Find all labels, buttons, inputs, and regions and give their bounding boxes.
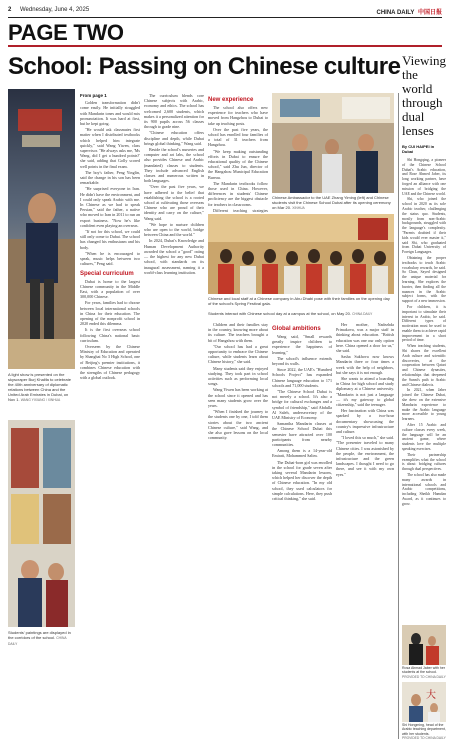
caption-campus xyxy=(208,311,394,319)
caption-paintings-credit: CHINA DAILY xyxy=(8,636,67,646)
caption-classroom-credit: XINHUA xyxy=(292,206,305,210)
paragraph: "We keep making outstanding efforts in Dubai to ensure the educational quality of the Chinese school," said Zhu Jun, director of the Hangzhou Municipal Education Bureau. xyxy=(208,148,268,180)
paragraph: Since 2022, the UAE's "Hundred Schools Project" has expanded Chinese language education to 171 schools and 71,000 students. xyxy=(272,367,332,388)
headline xyxy=(8,53,401,81)
caption-jaber-text: Rosa Ahmad Jaber with her students at the school. xyxy=(402,666,445,675)
photo-students-paintings xyxy=(8,420,75,627)
paragraph: Shi Hongqing, a pioneer of the Chinese School Dubai's Arabic education, and Rose Ahmed Jaber, its long working partner, have forged an alliance with one mission of bridging the UAE and the Chinese world. xyxy=(402,158,446,196)
subhead-special-curriculum: Special curriculum xyxy=(80,270,134,277)
paragraph: Over the past five years, the school has enrolled four families of a total of 31 teachers from Hangzhou. xyxy=(208,126,268,148)
caption-paintings xyxy=(8,630,75,650)
paragraph: In 2024, Dubai's Knowledge and Human Development Authority awarded the school a "good" rating — the highest for any new Dubai school, with standards on its inaugural assessment, naming it a world-class learning institution. xyxy=(144,238,204,275)
photo-boy-burj xyxy=(8,89,75,369)
paragraph: Wang Yiwen has been working at the school since it opened and has seen many students grow over the years. xyxy=(208,387,268,409)
story-column-6-text xyxy=(336,322,394,739)
paragraph: Overseen by the Chinese Ministry of Education and operated by Shanghai No 3 High School, one of Beijing's premier institutions, it combines Chinese education with the strengths of Chinese pedagogy with a global outlook. xyxy=(80,343,140,381)
paragraph: The school's influence extends beyond its walls. xyxy=(272,355,332,367)
paragraph: The school has also made many awards in international schools and Arabic competitions, including Sheikh Hamdan Award, as it continues to grow. xyxy=(402,473,447,506)
sidebar-divider xyxy=(398,93,399,739)
paragraph: Samantha Mandarin classes at the Chinese School Dubai this semester have attracted over 100 participants from nearby communities. xyxy=(272,421,332,448)
paragraph: "I loved this so much," she said. "The presenter traveled to many Chinese cities. I was astonished by the people, the environment, the infrastructure and the green landscapes. I thought I need to go there, and see it with my own eyes." xyxy=(336,435,394,477)
section-title: PAGE TWO xyxy=(8,20,124,45)
caption-classroom xyxy=(272,195,394,211)
sidebar-body xyxy=(402,158,447,506)
paragraph: "Chinese education offers discipline and depth, while Dubai brings global thinking," Wang said. xyxy=(144,130,204,146)
paragraph: She wants to attend a boarding in China for high school and study diplomacy at a Chinese university. "Mandarin is not just a language — it's my gateway to global citizenship," said the teenager. xyxy=(336,376,394,408)
paragraph: When teaching students, Shi shares the excellent Arab culture and scientific discoveries, at the cooperation between Qatari and Chinese dynasties, relationships that deepened the Sunni's path to Arabic and Chinese dialects. xyxy=(402,344,446,387)
caption-shi-text: Shi Hongming, head of the Arabic teaching department, with her students. xyxy=(402,723,446,736)
caption-shi xyxy=(402,723,446,743)
headline-part1: School: xyxy=(8,53,99,80)
headline-part2: Passing on Chinese culture xyxy=(98,53,401,80)
masthead xyxy=(377,7,442,16)
paragraph: Many students said they enjoyed studying. They took part in school activities such as performing local songs. xyxy=(208,365,268,387)
photo-teacher-shi xyxy=(402,682,446,722)
paragraph: Her mother, Nadezhda Primakova, was a major staff in thinking about education. "British education was one our only option here. China opened a door for us," she said. xyxy=(336,322,394,354)
paragraph: The school also offers new experience for teachers who have moved from Hangzhou to Dubai to take up teaching posts. xyxy=(208,105,268,126)
paragraph: "The Chinese School Dubai is not merely a school. It's also a bridge for cultural exchanges and a symbol of friendship," said Abdulla Al Saleh, undersecretary of the UAE Ministry of Economy. xyxy=(272,389,332,421)
paragraph: For years, families had to choose between local international schools in China for their education. The opening of the nonprofit school in 2020 ended this dilemma. xyxy=(80,300,140,327)
paragraph: Their partnership exemplifies what the school is about: bridging cultures through dual perspectives. xyxy=(402,452,446,472)
paragraph: The Mandarin textbooks follow those used in China. However, differences in students' Chinese proficiency are the biggest obstacle for teachers in classrooms. xyxy=(208,180,268,207)
paragraph: Her fascination with China was sparked by a two-hour documentary showcasing the country's impressive infrastructure and culture. xyxy=(336,408,394,435)
caption-boy-text: A light show is presented on the skyscraper Burj Khalifa to celebrate the 40th anniversary of diplomatic relations between China and the United Arab Emirates in Dubai, on Nov 1. xyxy=(8,372,71,402)
paragraph: Shi, who joined the school in 2020 as its sole Arabic teacher, challenging the status quo. Students, mostly from non-Arabic backgrounds, struggled with the language's complexity. "Parents doubted if their kids would ever master it," said Shi, who graduated from Dubai University of Foreign Languages. xyxy=(402,197,446,255)
paragraph: Golden transformation didn't come easily. He initially struggled with Mandarin tones and would mix pronunciation. It was hard at first, but he kept going. xyxy=(80,100,140,127)
paper-name: CHINA DAILY xyxy=(376,10,415,16)
paragraph: Children and their families stay in the country, knowing more about its culture. The teachers brought a bit of Hangzhou with them. xyxy=(208,322,268,343)
paragraph: The boy's father, Peng Yinglin, said the change in his son has been remarkable. xyxy=(80,169,140,186)
paragraph: After 15 Arabic and culture classes every week, the language will be an ancient game, where students love the multiple speaking exercises. xyxy=(402,423,446,452)
paragraph: "When I finished the journey to the students one by one, I told them stories about the two ancient Chinese culture," said Wang, and she also gave lessons on the local community. xyxy=(208,409,268,441)
paragraph: "If not for this school, we could still only come to Dubai. The school has changed his enthusiasm and his body. xyxy=(80,229,140,250)
calligraphy-mark: 大 xyxy=(426,690,436,701)
paragraph: "Over the past five years, we have adhered to the belief that establishing the school is a rooted school at cultivating those overseas Chinese who are proud of their identity and carry on the culture," Wang said. xyxy=(144,184,204,221)
paragraph: Wang said, "Small rewards greatly inspire children to experience the happiness of learning." xyxy=(272,334,332,355)
page-number: 2 xyxy=(8,7,12,13)
paragraph: Among them is a 14-year-old Emirati, Mohammed Salim. xyxy=(272,448,332,459)
section-rule xyxy=(8,45,442,47)
caption-gala-text: Chinese and local staff at a Chinese company in Abu Dhabi pose with their families on the opening day of the school's Spring Festival gala. xyxy=(208,296,390,306)
paragraph: "He would ask classmates first matter when I distributed textbooks which helped him integrate quickly," said Wang Yiwen, class supervisor. "He always asks me, 'Ms Wang, did I get a hundred points?' she said, adding that Golly scored well points in the final exam. xyxy=(80,127,140,169)
paragraph: "He surprised everyone in Iran. He didn't have the environment, and I could only speak Arabic with me. In Chinese as we had to speak Persian," said the father, a native who moved to Iran in 2011 to run an export business. "Now he's like confident even playing an overseas. xyxy=(80,186,140,228)
story-column-2 xyxy=(144,93,204,739)
paragraph: Beside the school's nurseries and computer and art labs, the school also provides Chinese and Arabic (mandated) classes to students. They include advanced English classes and numerous written in both languages. xyxy=(144,147,204,184)
caption-boy xyxy=(8,372,75,418)
caption-boy-credit: WANG YIXIANG / XINHUA xyxy=(20,398,61,402)
story-column-4 xyxy=(208,322,268,739)
photo-teacher-jaber xyxy=(402,625,446,665)
subhead-global-ambitions: Global ambitions xyxy=(272,326,321,332)
paragraph: For children, it is important to stimulate their interest in Arabic, he said. Different types of motivation must be used to enable them to achieve rapid improvement in a short period of time. xyxy=(402,304,446,343)
caption-campus-text: Students interact with Chinese school day at a campus at the school, on May 20. xyxy=(208,311,351,316)
sidebar-byline: By CUI HAIPEI in Dubai xyxy=(402,144,435,154)
caption-jaber xyxy=(402,666,446,680)
story-column-5 xyxy=(272,322,332,739)
photo-classroom xyxy=(272,93,394,193)
paragraph: In 2021, when Jaber joined the Chinese Dubai, she drew on the extensive Mandarin experience to make the Arabic language more accessible to young learners. xyxy=(402,388,446,422)
caption-campus-credit: CHINA DAILY xyxy=(352,312,373,316)
sidebar-title: Viewing the world through dual lenses xyxy=(402,53,446,138)
paragraph: Dubai is home to the largest Chinese community in the Middle East, with a population of over 300,000 Chinese. xyxy=(80,278,140,300)
caption-classroom-text: Chinese Ambassador to the UAE Zhang Yiming (left) and Chinese students visit the Chinese School Dubai after its opening ceremony on Mar 20. xyxy=(272,195,391,210)
paragraph: Sasha Sukhova now knows Mandarin three or four times a week with the help of neighbors, but she says it is not enough. xyxy=(336,354,394,375)
story-column-1 xyxy=(80,93,140,739)
story-continuation: From page 1 xyxy=(80,93,107,98)
paragraph: "When he is encouraged to speak, music helps between two cultures," Peng said. xyxy=(80,250,140,267)
paragraph: Obtaining the proper textbooks to teach Arabic vocabulary rewards, he said. So Chun, Sayed designed the unique material for learning. She explores the barrier, then finding all the nuances in the Arabic subject forms, with the support of a new immersion. xyxy=(402,255,446,304)
header-rule xyxy=(8,17,442,18)
issue-date: Wednesday, June 4, 2025 xyxy=(20,7,90,13)
photo-gala xyxy=(208,214,394,294)
caption-shi-credit: PROVIDED TO CHINA DAILY xyxy=(402,735,446,740)
caption-jaber-credit: PROVIDED TO CHINA DAILY xyxy=(402,674,446,679)
paragraph: Different teaching strategies xyxy=(213,207,268,213)
subhead-new-experience: New experience xyxy=(208,97,254,103)
paragraph: The curriculum blends core Chinese subjects with Arabic, economy and ethics. The school has welcomed 2,600 students, which makes it a personalized attention for its 900 pupils across 56 classes through to grade nine. xyxy=(144,93,204,130)
paragraph: It is the first overseas school following China's national basic curriculum. xyxy=(80,327,140,343)
paragraph: The Dubai-born girl was enrolled in the school for grade seven after taking several Mandarin lessons, which helped her discover the depth of Chinese education. "In my old school, they used calculators for simple calculations. Here, they push critical thinking," she said. xyxy=(272,459,332,502)
paragraph: "Our school has had a great opportunity to embrace the Chinese culture, while students learn about Chinese history," she said. xyxy=(208,343,268,365)
caption-paintings-text: Students' paintings are displayed in the corridors of the school. xyxy=(8,630,71,640)
caption-gala xyxy=(208,296,394,308)
paper-name-cn: 中国日报 xyxy=(417,10,442,16)
paragraph: "We hope to nurture children who are open to the world, bridge between China and the world." xyxy=(144,221,204,238)
